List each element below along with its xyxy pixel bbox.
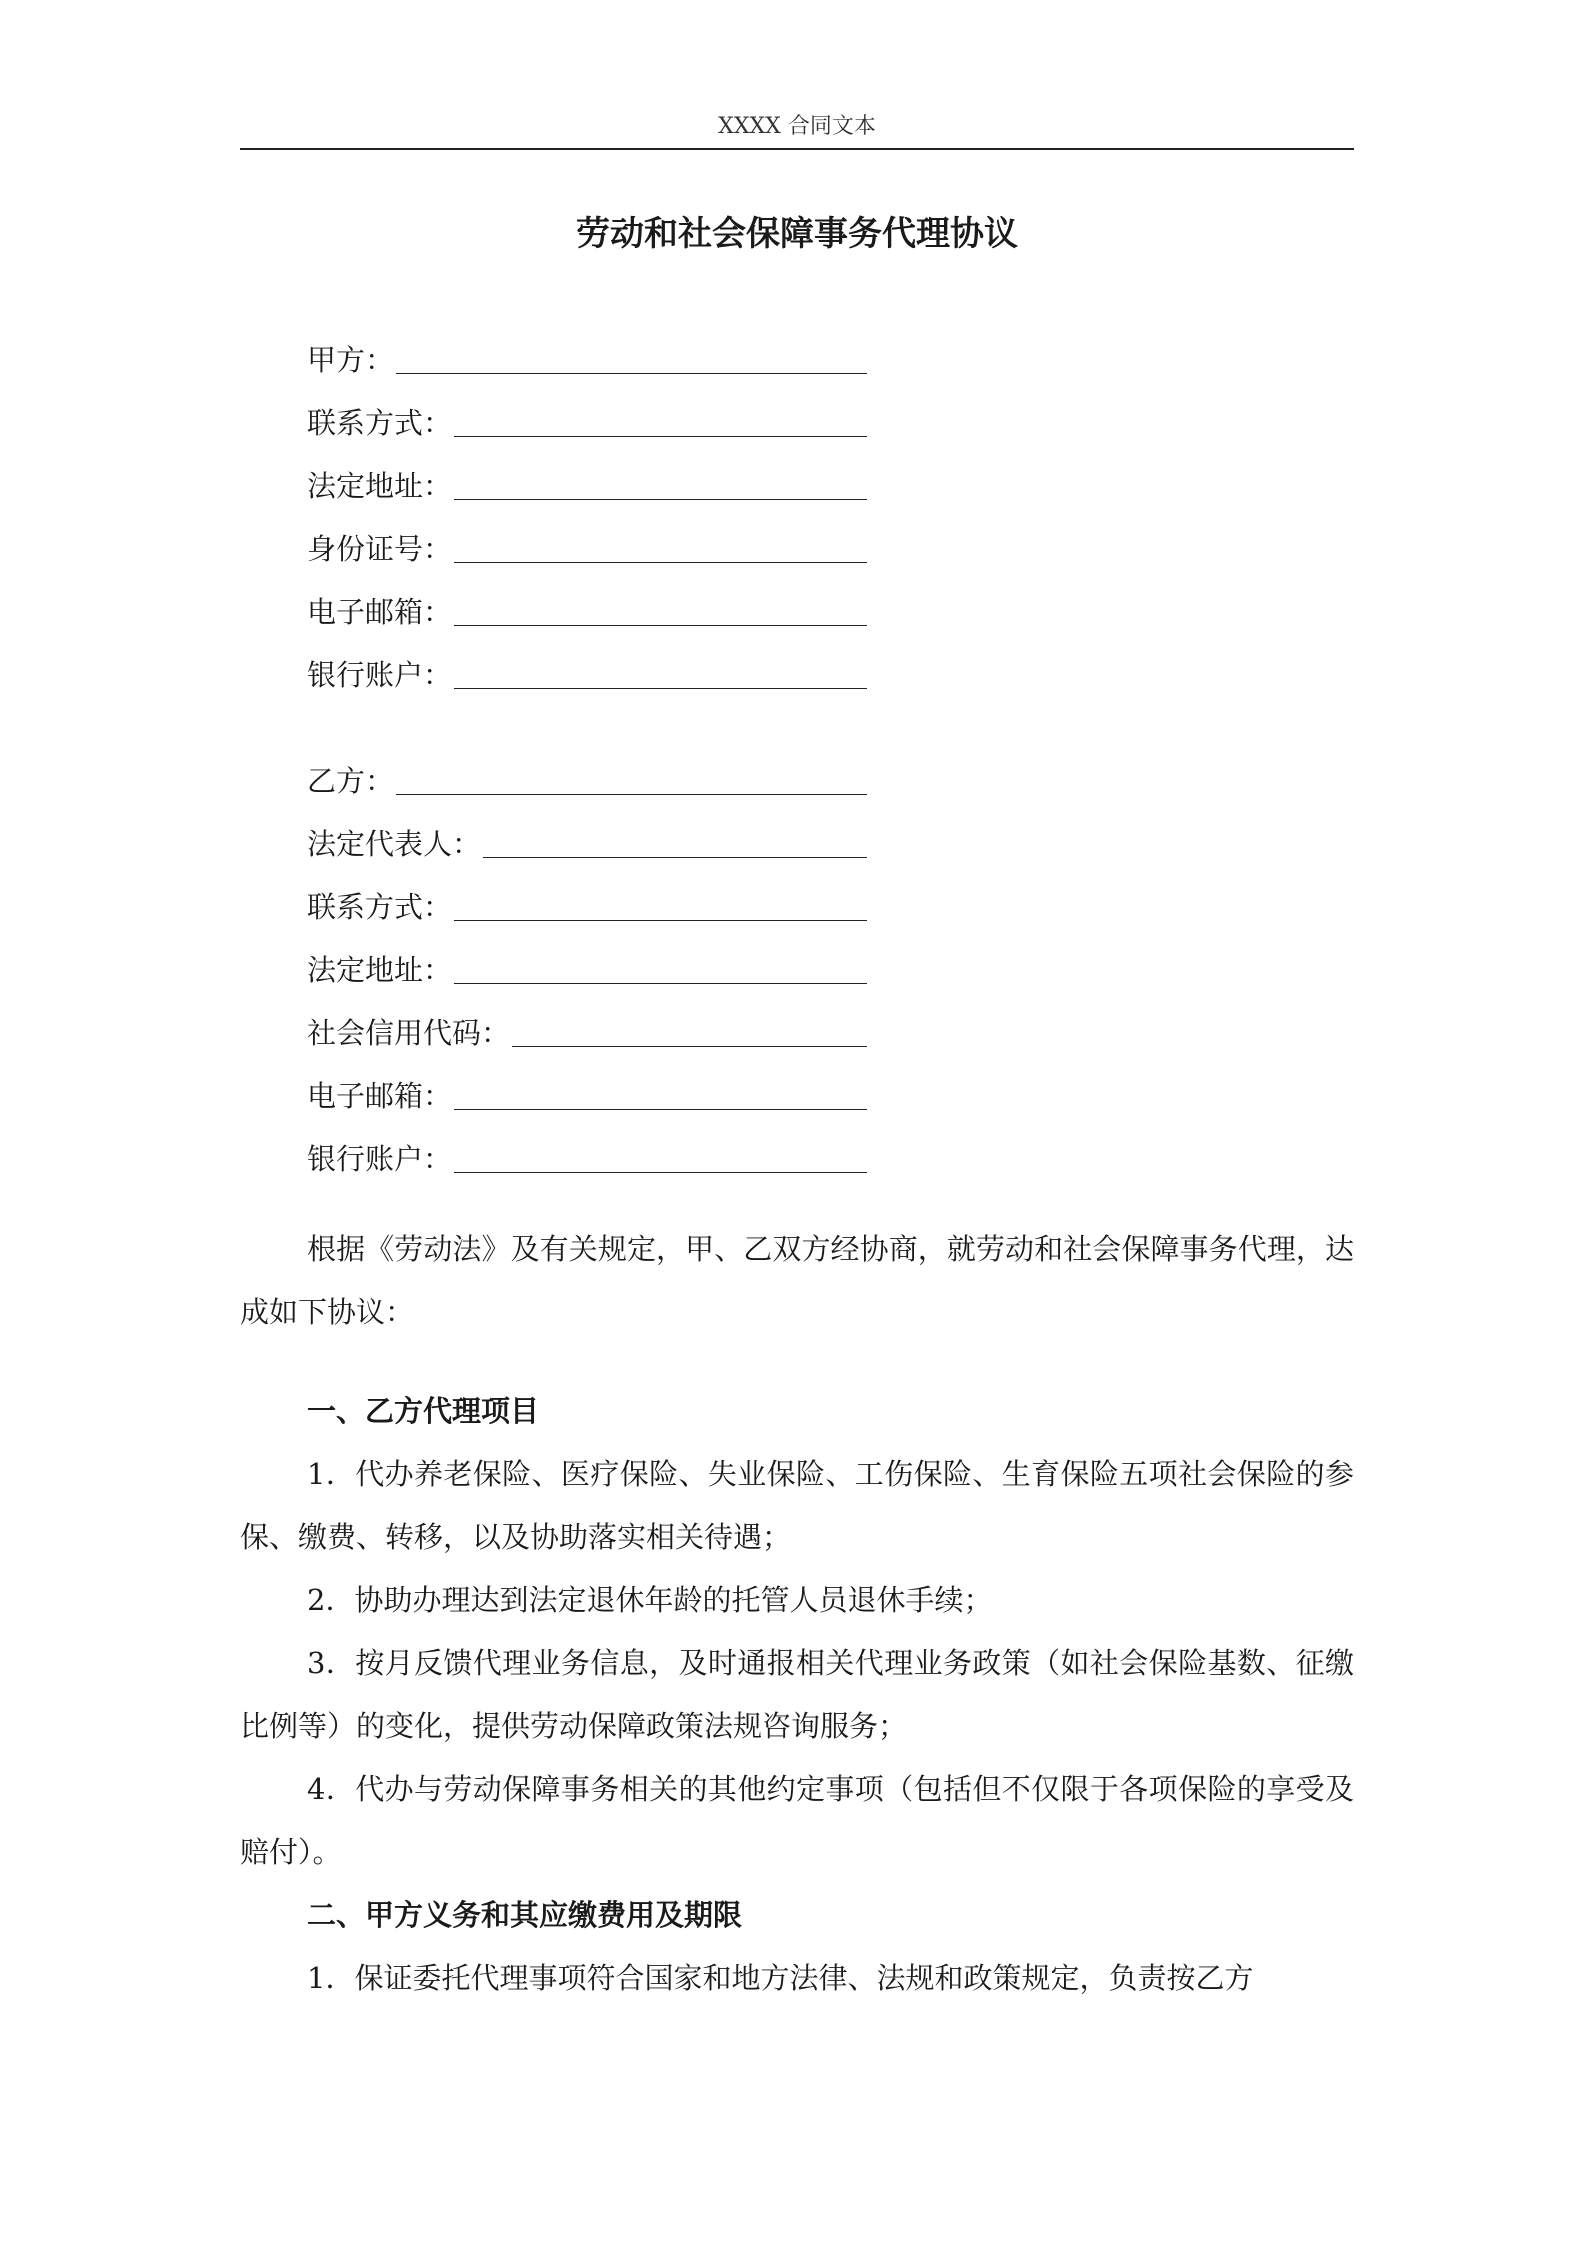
field-label: 联系方式： xyxy=(307,890,453,924)
field-label: 联系方式： xyxy=(307,406,453,440)
field-label: 法定地址： xyxy=(307,953,453,987)
party-a-name-row xyxy=(307,317,867,380)
field-label: 乙方： xyxy=(307,764,395,798)
blank-line[interactable] xyxy=(454,658,867,689)
clause-paragraph: 4．代办与劳动保障事务相关的其他约定事项（包括但不仅限于各项保险的享受及赔付）。 xyxy=(240,1772,1354,1869)
contract-body xyxy=(240,1218,1354,2010)
blank-line[interactable] xyxy=(396,764,867,795)
field-label: 银行账户： xyxy=(307,1142,453,1176)
blank-line[interactable] xyxy=(454,406,867,437)
party-b-email-row xyxy=(307,1053,867,1116)
section-heading: 一、乙方代理项目 xyxy=(307,1394,540,1428)
page-header: XXXX 合同文本 xyxy=(240,112,1354,150)
blank-line[interactable] xyxy=(454,1142,867,1173)
spacer xyxy=(240,1344,1354,1380)
document-title: 劳动和社会保障事务代理协议 xyxy=(576,214,1018,254)
party-b-bank-row xyxy=(307,1116,867,1179)
clause-paragraph: 1．代办养老保险、医疗保险、失业保险、工伤保险、生育保险五项社会保险的参保、缴费、转移，以及协助落实相关待遇； xyxy=(240,1457,1354,1554)
party-b-fields xyxy=(307,738,867,1179)
party-b-address-row xyxy=(307,927,867,990)
blank-line[interactable] xyxy=(483,827,867,858)
clause-paragraph: 2．协助办理达到法定退休年龄的托管人员退休手续； xyxy=(307,1583,993,1617)
blank-line[interactable] xyxy=(396,343,867,374)
field-label: 社会信用代码： xyxy=(307,1016,511,1050)
party-a-contact-row xyxy=(307,380,867,443)
party-b-credit-code-row xyxy=(307,990,867,1053)
clause-paragraph: 1．保证委托代理事项符合国家和地方法律、法规和政策规定，负责按乙方 xyxy=(307,1961,1254,1995)
party-a-id-row xyxy=(307,506,867,569)
party-b-representative-row xyxy=(307,801,867,864)
party-a-address-row xyxy=(307,443,867,506)
field-label: 甲方： xyxy=(307,343,395,377)
field-label: 银行账户： xyxy=(307,658,453,692)
clause-paragraph: 3．按月反馈代理业务信息，及时通报相关代理业务政策（如社会保险基数、征缴比例等）的变化，提供劳动保障政策法规咨询服务； xyxy=(240,1646,1354,1743)
blank-line[interactable] xyxy=(454,953,867,984)
blank-line[interactable] xyxy=(454,890,867,921)
section-heading: 二、甲方义务和其应缴费用及期限 xyxy=(307,1898,743,1932)
preamble-paragraph: 根据《劳动法》及有关规定，甲、乙双方经协商，就劳动和社会保障事务代理，达成如下协议： xyxy=(240,1232,1354,1329)
party-a-fields xyxy=(307,317,867,695)
field-label: 电子邮箱： xyxy=(307,595,453,629)
blank-line[interactable] xyxy=(512,1016,867,1047)
field-label: 电子邮箱： xyxy=(307,1079,453,1113)
party-a-bank-row xyxy=(307,632,867,695)
field-label: 法定地址： xyxy=(307,469,453,503)
blank-line[interactable] xyxy=(454,469,867,500)
party-b-name-row xyxy=(307,738,867,801)
field-label: 法定代表人： xyxy=(307,827,482,861)
party-a-email-row xyxy=(307,569,867,632)
party-b-contact-row xyxy=(307,864,867,927)
field-label: 身份证号： xyxy=(307,532,453,566)
blank-line[interactable] xyxy=(454,532,867,563)
blank-line[interactable] xyxy=(454,1079,867,1110)
blank-line[interactable] xyxy=(454,595,867,626)
